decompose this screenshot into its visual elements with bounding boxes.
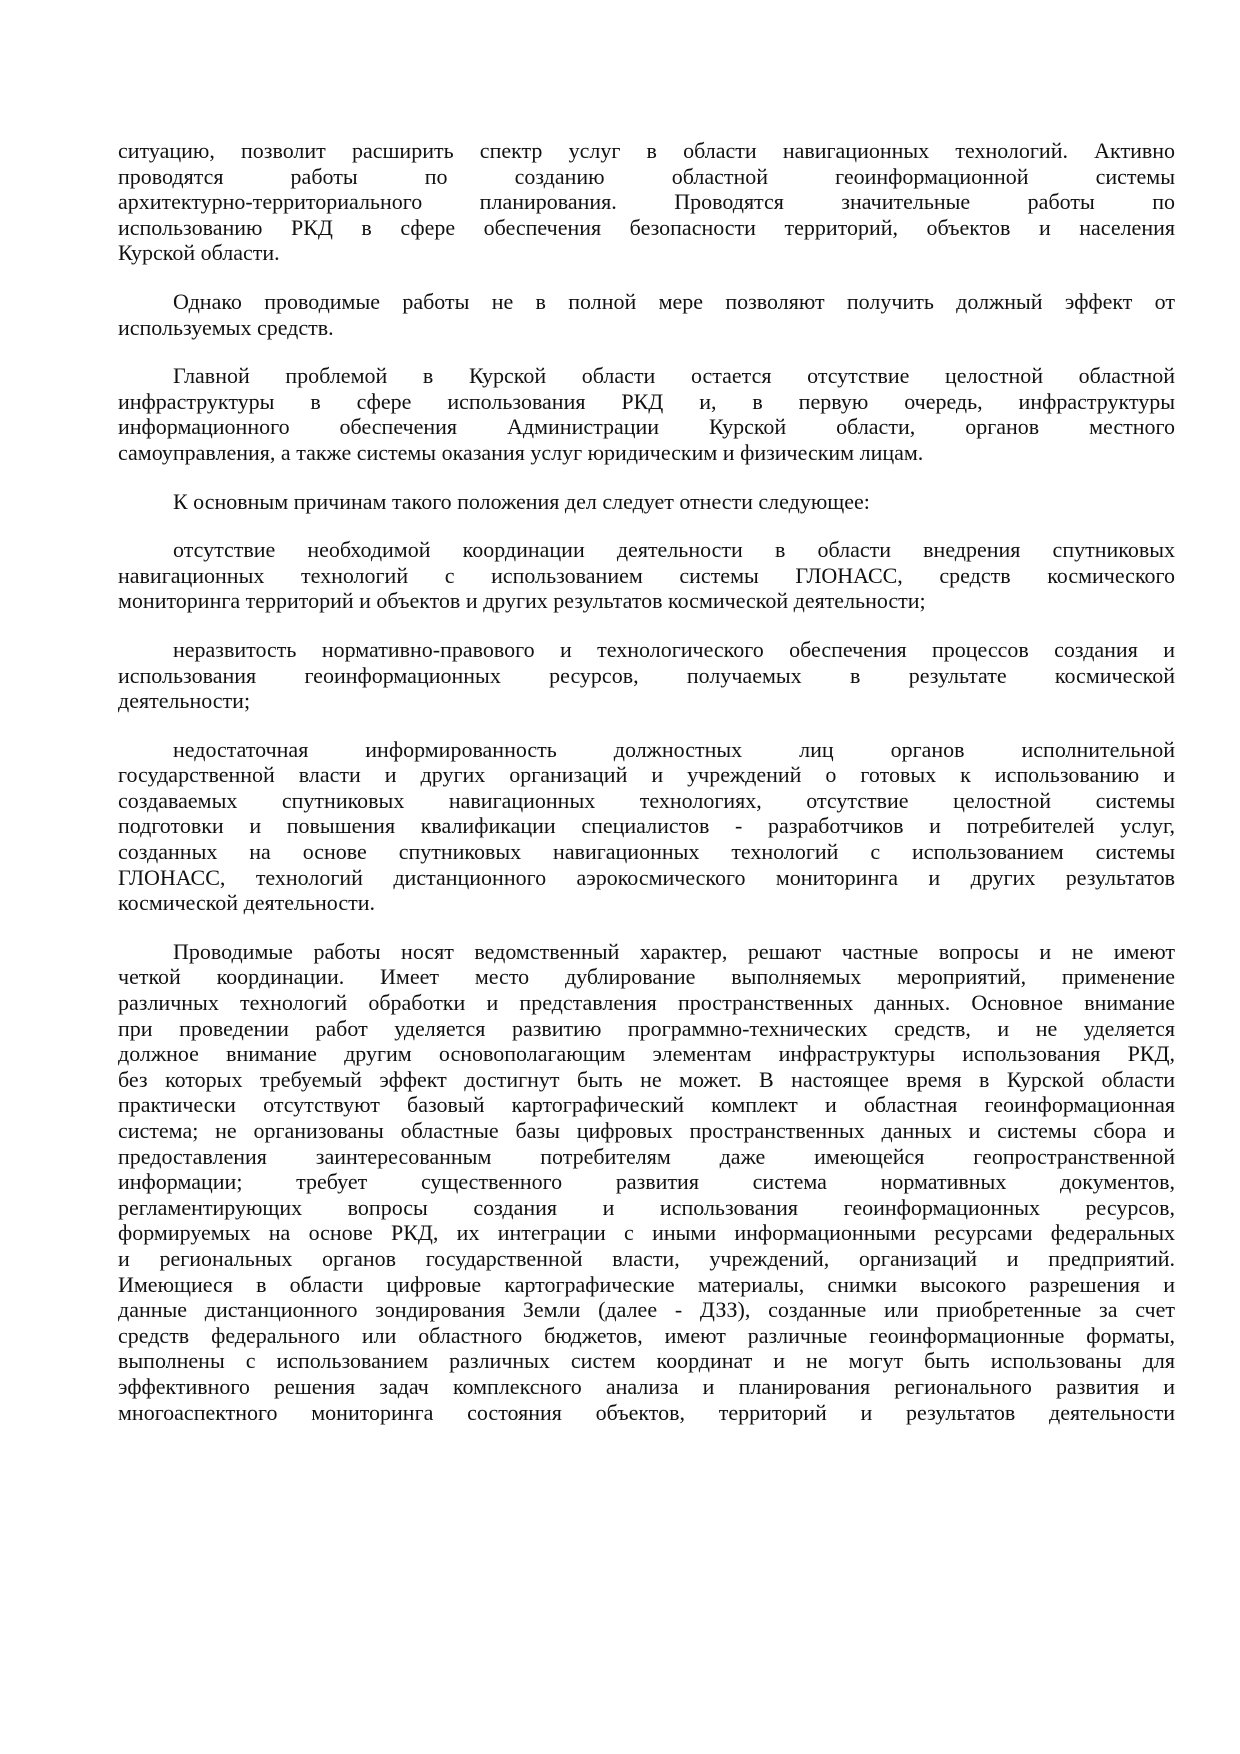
text-line: Главной проблемой в Курской области остается отсутствие целостной областной <box>173 363 1175 389</box>
paragraph <box>118 489 1175 515</box>
paragraph <box>118 537 1175 614</box>
text-line: практически отсутствуют базовый картографический комплект и областная геоинформационная <box>118 1092 1175 1118</box>
text-line: космической деятельности. <box>118 890 376 916</box>
text-line: деятельности; <box>118 688 251 714</box>
text-line: отсутствие необходимой координации деятельности в области внедрения спутниковых <box>173 537 1175 563</box>
text-line: данные дистанционного зондирования Земли (далее - ДЗЗ), созданные или приобретенные за счет <box>118 1297 1175 1323</box>
text-line: мониторинга территорий и объектов и других результатов космической деятельности; <box>118 588 926 614</box>
text-line: система; не организованы областные базы цифровых пространственных данных и системы сбора и <box>118 1118 1175 1143</box>
text-line: Курской области. <box>118 240 280 266</box>
paragraph <box>118 138 1175 266</box>
text-line: многоаспектного мониторинга состояния объектов, территорий и результатов деятельности <box>118 1399 1175 1425</box>
text-line: должное внимание другим основополагающим элементам инфраструктуры использования РКД, <box>118 1041 1175 1067</box>
text-line: навигационных технологий с использованием системы ГЛОНАСС, средств космического <box>118 562 1175 588</box>
text-line: Проводимые работы носят ведомственный характер, решают частные вопросы и не имеют <box>173 938 1175 964</box>
text-line: средств федерального или областного бюджетов, имеют различные геоинформационные форматы, <box>118 1322 1175 1348</box>
text-line: недостаточная информированность должностных лиц органов исполнительной <box>173 736 1175 762</box>
text-line: созданных на основе спутниковых навигационных технологий с использованием системы <box>118 839 1175 865</box>
paragraph <box>118 737 1175 916</box>
paragraph <box>118 289 1175 340</box>
text-line: государственной власти и других организаций и учреждений о готовых к использованию и <box>118 762 1175 788</box>
text-line: неразвитость нормативно-правового и технологического обеспечения процессов создания и <box>173 636 1175 662</box>
text-line: регламентирующих вопросы создания и использования геоинформационных ресурсов, <box>118 1194 1175 1220</box>
text-line: без которых требуемый эффект достигнут быть не может. В настоящее время в Курской области <box>118 1066 1175 1092</box>
text-line: К основным причинам такого положения дел следует отнести следующее: <box>173 488 870 514</box>
text-line: ГЛОНАСС, технологий дистанционного аэрокосмического мониторинга и других результатов <box>118 864 1175 890</box>
text-line: инфраструктуры в сфере использования РКД и, в первую очередь, инфраструктуры <box>118 388 1175 414</box>
paragraph <box>118 363 1175 465</box>
text-line: выполнены с использованием различных систем координат и не могут быть использованы для <box>118 1348 1175 1374</box>
text-line: архитектурно-территориального планирования. Проводятся значительные работы по <box>118 189 1175 215</box>
text-line: используемых средств. <box>118 314 334 340</box>
text-line: использованию РКД в сфере обеспечения безопасности территорий, объектов и населения <box>118 214 1175 240</box>
text-line: самоуправления, а также системы оказания услуг юридическим и физическим лицам. <box>118 439 924 465</box>
text-line: различных технологий обработки и представления пространственных данных. Основное внимание <box>118 990 1175 1016</box>
text-line: информационного обеспечения Администрации Курской области, органов местного <box>118 414 1175 440</box>
text-line: Однако проводимые работы не в полной мере позволяют получить должный эффект от <box>173 288 1175 314</box>
text-line: информации; требует существенного развития система нормативных документов, <box>118 1169 1175 1195</box>
text-line: и региональных органов государственной власти, учреждений, организаций и предприятий. <box>118 1245 1175 1271</box>
text-line: ситуацию, позволит расширить спектр услуг в области навигационных технологий. Активно <box>118 138 1175 163</box>
paragraph <box>118 637 1175 714</box>
text-line: предоставления заинтересованным потребителям даже имеющейся геопространственной <box>118 1143 1175 1169</box>
text-line: подготовки и повышения квалификации специалистов - разработчиков и потребителей услуг, <box>118 813 1175 839</box>
text-line: эффективного решения задач комплексного анализа и планирования регионального развития и <box>118 1373 1175 1399</box>
text-line: при проведении работ уделяется развитию программно-технических средств, и не уделяется <box>118 1015 1175 1041</box>
text-line: четкой координации. Имеет место дублирование выполняемых мероприятий, применение <box>118 964 1175 990</box>
paragraph <box>118 939 1175 1425</box>
text-line: формируемых на основе РКД, их интеграции с иными информационными ресурсами федеральных <box>118 1220 1175 1246</box>
text-line: проводятся работы по созданию областной геоинформационной системы <box>118 163 1175 189</box>
text-line: использования геоинформационных ресурсов, получаемых в результате космической <box>118 662 1175 688</box>
text-line: Имеющиеся в области цифровые картографические материалы, снимки высокого разрешения и <box>118 1271 1175 1297</box>
text-line: создаваемых спутниковых навигационных технологиях, отсутствие целостной системы <box>118 787 1175 813</box>
document-body <box>118 138 1175 1448</box>
